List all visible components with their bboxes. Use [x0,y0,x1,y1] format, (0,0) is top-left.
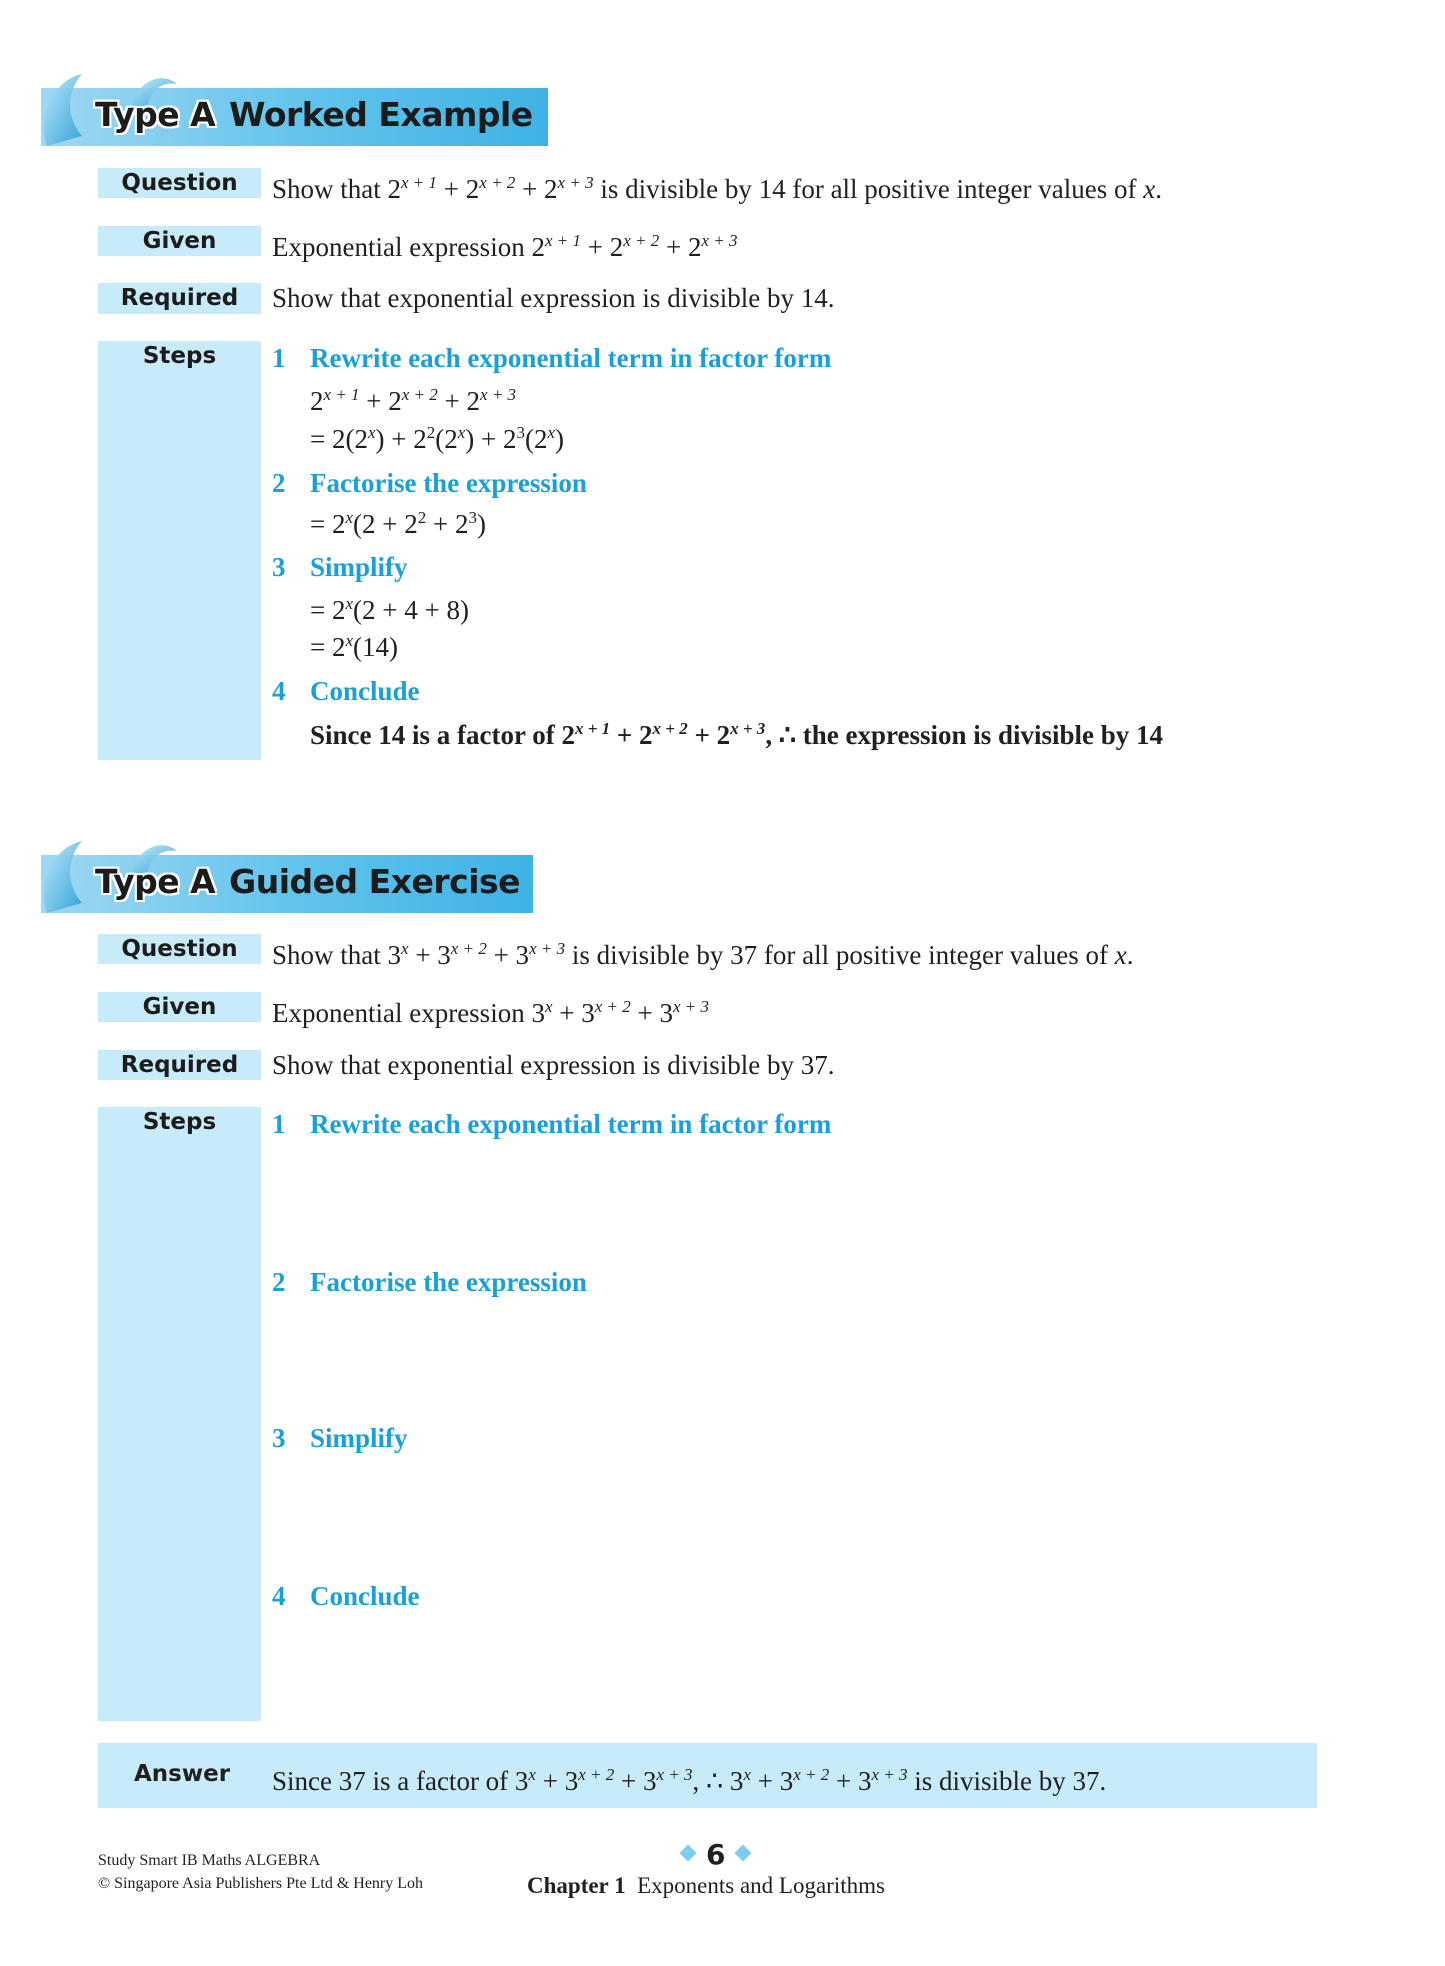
exponent: x + 2 [450,939,487,958]
exponent: 2 [426,423,436,442]
text-segment: + 2 [659,232,702,262]
text-segment: + 3 [408,940,451,970]
exponent: x [457,423,466,442]
work-line [310,625,398,663]
required-label: Required [98,283,261,314]
text-segment: + 2 [687,720,731,750]
work-line [310,502,486,540]
section-title: Guided Exercise [229,862,521,901]
text-segment: Since 37 is a factor of 3 [272,1766,529,1796]
section-title: Worked Example [229,95,533,134]
text-segment: is divisible by 37 for all positive integer values of [565,940,1115,970]
exponent: x + 2 [479,173,516,192]
text-segment: + 3 [552,998,595,1028]
step-heading: 3 Simplify [272,552,408,582]
exponent: x + 1 [544,231,581,250]
text-segment: + 3 [630,998,673,1028]
worked-example-banner [41,88,548,146]
exponent: x [345,508,354,527]
exponent: x [528,1765,536,1784]
exponent: x [345,631,354,650]
work-line [310,417,564,455]
page-number: 6 [670,1838,761,1871]
exponent: x + 2 [594,997,631,1016]
banner-title [95,862,520,901]
diamond-icon [680,1845,697,1862]
step-heading: 2 Factorise the expression [272,1267,587,1297]
step-heading: 1 Rewrite each exponential term in factor form [272,343,832,373]
guided-exercise-banner [41,855,533,913]
text-segment: Show that exponential expression is divisible by 37. [272,1050,835,1080]
text-segment: = 2 [310,509,346,539]
conclusion-line [310,713,1163,751]
variable: x [1114,940,1127,970]
text-segment: , ∴ 3 [692,1766,744,1796]
exponent: x + 2 [652,719,688,738]
text-segment: Show that exponential expression is divisible by 14. [272,283,835,313]
exponent: x + 3 [701,231,738,250]
exponent: x + 3 [871,1765,908,1784]
question-text [272,933,1133,971]
text-segment: (2 + 2 [353,509,418,539]
text-segment: ) + 2 [465,424,517,454]
text-segment: Exponential expression 2 [272,232,545,262]
step-heading: 4 Conclude [272,676,420,706]
book-title: Study Smart IB Maths ALGEBRA [98,1852,321,1869]
required-text [272,282,834,314]
text-segment: . [1126,940,1134,970]
exponent: x + 2 [623,231,660,250]
text-segment: Show that 3 [272,940,402,970]
exponent: x + 2 [793,1765,830,1784]
banner-title [95,95,533,134]
exponent: x + 1 [574,719,611,738]
answer-label: Answer [134,1761,231,1787]
text-segment: + 2 [437,174,480,204]
text-segment: + 2 [515,174,558,204]
copyright: © Singapore Asia Publishers Pte Ltd & Henry Loh [98,1875,424,1892]
exponent: x [367,423,376,442]
exponent: x + 3 [480,385,517,404]
exponent: x [743,1765,751,1784]
required-label: Required [98,1050,261,1080]
exponent: x [544,997,553,1016]
variable: x [1143,174,1156,204]
exponent: x + 2 [401,385,438,404]
steps-label: Steps [98,341,261,760]
exponent: x + 3 [529,939,566,958]
step-heading: 3 Simplify [272,1423,408,1453]
text-segment: + 3 [535,1766,579,1796]
text-segment: 2 [310,386,324,416]
text-segment: + 2 [426,509,469,539]
text-segment: (14) [353,632,399,662]
text-segment: + 3 [614,1766,657,1796]
text-segment: is divisible by 14 for all positive integer values of [593,174,1144,204]
chapter-label: Chapter 1 [527,1873,626,1898]
text-segment: (2 [525,424,548,454]
exponent: x + 2 [578,1765,615,1784]
work-line [310,379,516,417]
text-segment: + 3 [829,1766,872,1796]
text-segment: (2 + 4 + 8) [353,595,469,625]
exponent: x + 3 [656,1765,693,1784]
text-segment: + 3 [750,1766,794,1796]
exponent: x [547,423,556,442]
exponent: 3 [516,423,525,442]
exponent: x + 3 [557,173,594,192]
chapter-line [527,1873,885,1899]
text-segment: + 2 [437,386,481,416]
text-segment: Since 14 is a factor of 2 [310,720,575,750]
exponent: x + 1 [323,385,360,404]
exponent: x + 3 [673,997,710,1016]
text-segment: ) + 2 [375,424,427,454]
required-text [272,1049,834,1081]
type-label: Type A [95,95,216,134]
work-line [310,588,469,626]
given-text [272,225,738,263]
text-segment: ) [476,509,486,539]
exponent: x + 1 [401,173,438,192]
step-heading: 2 Factorise the expression [272,468,587,498]
text-segment: Show that 2 [272,174,402,204]
answer-text [272,1759,1106,1797]
text-segment: is divisible by 37. [907,1766,1107,1796]
answer-box [98,1743,1317,1808]
step-heading: 4 Conclude [272,1581,420,1611]
type-label: Type A [95,862,216,901]
exponent: x [345,594,354,613]
text-segment: + 3 [486,940,530,970]
exponent: x + 3 [730,719,766,738]
text-segment: = 2(2 [310,424,368,454]
text-segment: . [1155,174,1162,204]
text-segment: + 2 [610,720,653,750]
question-label: Question [98,934,261,964]
steps-label: Steps [98,1107,261,1721]
text-segment: Exponential expression 3 [272,998,545,1028]
exponent: 3 [468,508,477,527]
text-segment: + 2 [580,232,624,262]
diamond-icon [735,1845,752,1862]
question-text [272,167,1162,205]
exponent: x [401,939,409,958]
given-label: Given [98,992,261,1022]
text-segment: ) [555,424,565,454]
text-segment: + 2 [359,386,402,416]
chapter-title: Exponents and Logarithms [637,1873,885,1898]
step-heading: 1 Rewrite each exponential term in factor form [272,1109,832,1139]
text-segment: (2 [435,424,458,454]
text-segment: , ∴ the expression is divisible by 14 [765,720,1164,750]
text-segment: = 2 [310,632,346,662]
exponent: 2 [417,508,427,527]
text-segment: = 2 [310,595,346,625]
given-text [272,991,709,1029]
question-label: Question [98,168,261,198]
given-label: Given [98,226,261,256]
